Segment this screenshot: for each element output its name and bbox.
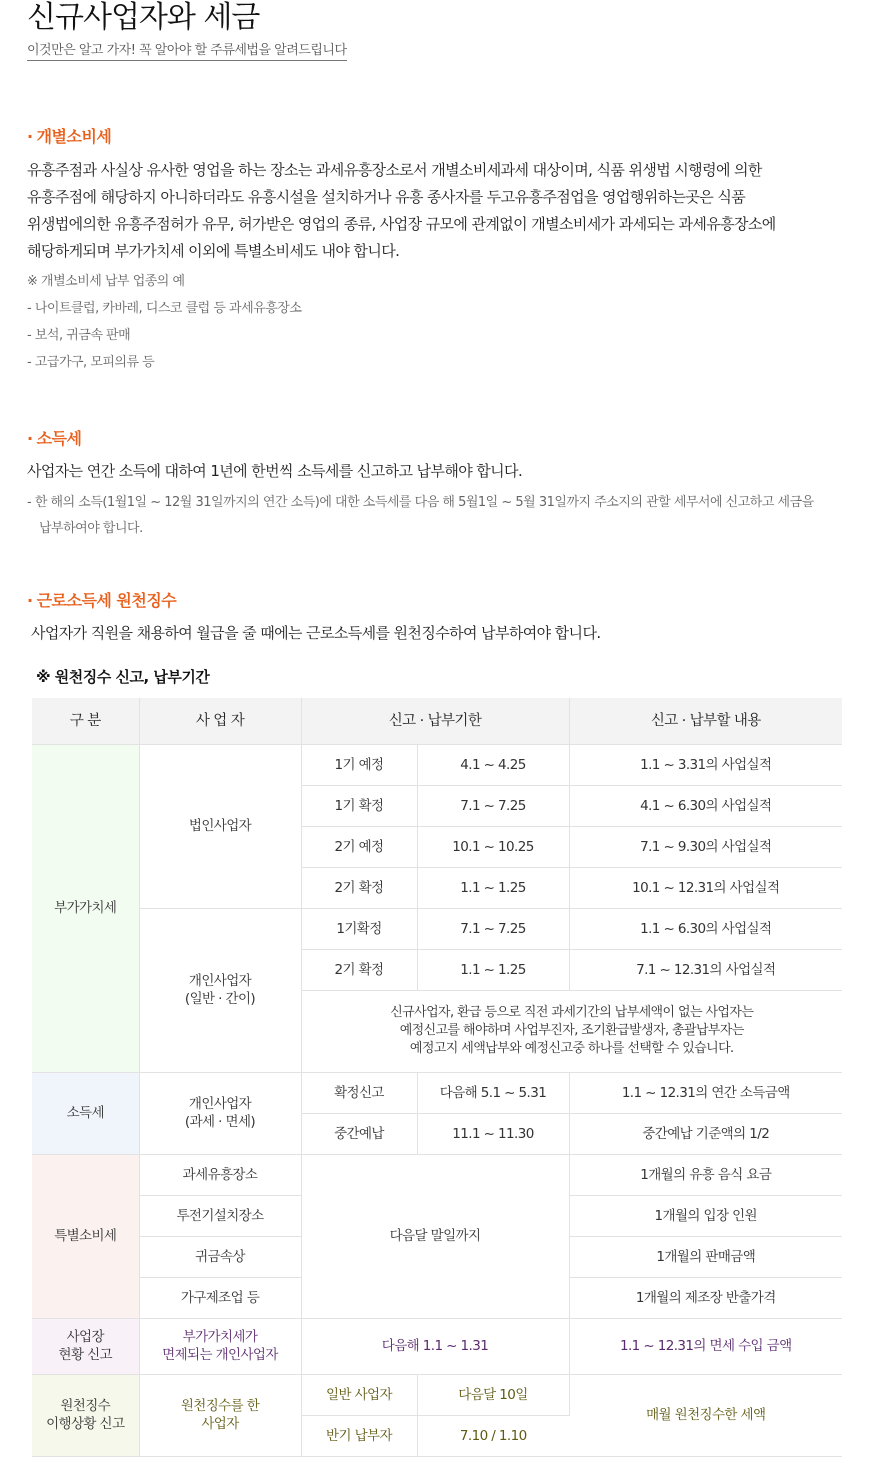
excise-note-item: - 나이트클럽, 카바레, 디스코 클럽 등 과세유흥장소: [27, 301, 302, 316]
date-cell: 4.1 ~ 4.25: [417, 744, 569, 785]
page-subtitle: 이것만은 알고 가자! 꼭 알아야 할 주류세법을 알려드립니다: [27, 42, 347, 61]
date-cell: 11.1 ~ 11.30: [417, 1113, 569, 1154]
content-cell: 중간예납 기준액의 1/2: [569, 1113, 842, 1154]
content-cell: 10.1 ~ 12.31의 사업실적: [569, 867, 842, 908]
section-heading-withholding: [27, 588, 176, 611]
date-cell: 다음달 10일: [417, 1374, 569, 1415]
section-heading-text: 개별소비세: [36, 127, 112, 146]
business-line: 원천징수를 한: [180, 1398, 260, 1414]
paragraph-line: 해당하게되며 부가가치세 이외에 특별소비세도 내야 합니다.: [27, 242, 400, 260]
period-cell: 반기 납부자: [301, 1415, 417, 1456]
table-row: [32, 744, 842, 785]
section-heading-excise: [27, 124, 111, 147]
paragraph-line: 유흥주점에 해당하지 아니하더라도 유흥시설을 설치하거나 유흥 종사자를 두고유흥주점업을 영업행위하는곳은 식품: [27, 188, 746, 206]
business-cell: 투전기설치장소: [139, 1195, 301, 1236]
content-cell: 7.1 ~ 12.31의 사업실적: [569, 949, 842, 990]
period-cell: 1기 확정: [301, 785, 417, 826]
bullet: ·: [27, 429, 33, 448]
content-cell: 1.1 ~ 3.31의 사업실적: [569, 744, 842, 785]
excise-note-item: - 고급가구, 모피의류 등: [27, 355, 155, 370]
table-row: [32, 1072, 842, 1113]
content-cell: 1개월의 입장 인원: [569, 1195, 842, 1236]
date-cell: 7.1 ~ 7.25: [417, 785, 569, 826]
header-business: 사 업 자: [139, 698, 301, 744]
business-corporate: 법인사업자: [139, 744, 301, 908]
income-tax-detail: [27, 490, 857, 542]
bullet: ·: [27, 591, 33, 610]
excise-note-title: ※ 개별소비세 납부 업종의 예: [27, 274, 185, 289]
category-special-excise: 특별소비세: [32, 1154, 139, 1318]
table-row: [32, 1154, 842, 1195]
business-individual: [139, 908, 301, 1072]
business-cell: 가구제조업 등: [139, 1277, 301, 1318]
content-cell: 1개월의 판매금액: [569, 1236, 842, 1277]
business-exempt-individual: [139, 1318, 301, 1374]
paragraph-line: 위생법에의한 유흥주점허가 유무, 허가받은 영업의 종류, 사업장 규모에 관계없이 개별소비세가 과세되는 과세유흥장소에: [27, 215, 776, 233]
category-line: 원천징수: [60, 1398, 111, 1414]
excise-paragraph: [27, 157, 837, 265]
note-line: 신규사업자, 환급 등으로 직전 과세기간의 납부세액이 없는 사업자는: [390, 1005, 754, 1020]
header-content: 신고 · 납부할 내용: [569, 698, 842, 744]
content-cell: 1개월의 제조장 반출가격: [569, 1277, 842, 1318]
section-heading-income-tax: [27, 426, 81, 449]
table-row: [32, 1374, 842, 1415]
category-income-tax: 소득세: [32, 1072, 139, 1154]
date-cell: 10.1 ~ 10.25: [417, 826, 569, 867]
section-heading-text: 소득세: [36, 429, 82, 448]
date-cell: 1.1 ~ 1.25: [417, 949, 569, 990]
date-cell: 1.1 ~ 1.25: [417, 867, 569, 908]
date-cell: 7.1 ~ 7.25: [417, 908, 569, 949]
business-sublabel: (일반 · 간이): [184, 991, 256, 1007]
table-row: [32, 1318, 842, 1374]
period-cell: 일반 사업자: [301, 1374, 417, 1415]
category-business-status: [32, 1318, 139, 1374]
vat-note-cell: [301, 990, 842, 1072]
content-cell: 매월 원천징수한 세액: [569, 1374, 842, 1456]
business-label: 개인사업자: [188, 973, 252, 989]
note-line: 예정신고를 해야하며 사업부진자, 조기환급발생자, 총괄납부자는: [399, 1023, 744, 1038]
table-header-row: [32, 698, 842, 744]
business-line: 부가가치세가: [182, 1329, 258, 1345]
business-withholding-agent: [139, 1374, 301, 1456]
period-cell: 중간예납: [301, 1113, 417, 1154]
page-title: 신규사업자와 세금: [27, 0, 260, 35]
period-cell: 확정신고: [301, 1072, 417, 1113]
table-row: [32, 908, 842, 949]
business-line: 사업자: [201, 1416, 239, 1432]
detail-line: - 한 해의 소득(1월1일 ~ 12월 31일까지의 연간 소득)에 대한 소득세를 다음 해 5월1일 ~ 5월 31일까지 주소지의 관할 세무서에 신고하고 세금을: [27, 495, 814, 510]
content-cell: 1개월의 유흥 음식 요금: [569, 1154, 842, 1195]
category-line: 사업장: [66, 1329, 104, 1345]
detail-line: 납부하여야 합니다.: [39, 521, 143, 536]
content-cell: 1.1 ~ 6.30의 사업실적: [569, 908, 842, 949]
category-line: 이행상황 신고: [46, 1416, 125, 1432]
business-individual-income: [139, 1072, 301, 1154]
period-cell: 1기확정: [301, 908, 417, 949]
content-cell: 4.1 ~ 6.30의 사업실적: [569, 785, 842, 826]
content-cell: 7.1 ~ 9.30의 사업실적: [569, 826, 842, 867]
date-cell: 7.10 / 1.10: [417, 1415, 569, 1456]
deadline-cell: 다음해 1.1 ~ 1.31: [301, 1318, 569, 1374]
period-cell: 1기 예정: [301, 744, 417, 785]
header-deadline: 신고 · 납부기한: [301, 698, 569, 744]
tax-schedule-table: [32, 698, 842, 1457]
category-vat: 부가가치세: [32, 744, 139, 1072]
period-cell: 2기 확정: [301, 867, 417, 908]
paragraph-line: 유흥주점과 사실상 유사한 영업을 하는 장소는 과세유흥장소로서 개별소비세과세 대상이며, 식품 위생법 시행령에 의한: [27, 161, 762, 179]
business-cell: 귀금속상: [139, 1236, 301, 1277]
business-label: 개인사업자: [188, 1096, 252, 1112]
date-cell: 다음해 5.1 ~ 5.31: [417, 1072, 569, 1113]
business-line: 면제되는 개인사업자: [162, 1347, 278, 1363]
content-cell: 1.1 ~ 12.31의 연간 소득금액: [569, 1072, 842, 1113]
category-withholding: [32, 1374, 139, 1456]
excise-note-item: - 보석, 귀금속 판매: [27, 328, 131, 343]
table-caption: ※ 원천징수 신고, 납부기간: [36, 668, 210, 686]
header-category: 구 분: [32, 698, 139, 744]
deadline-cell: 다음달 말일까지: [301, 1154, 569, 1318]
section-heading-text: 근로소득세 원천징수: [36, 591, 177, 610]
business-cell: 과세유흥장소: [139, 1154, 301, 1195]
content-cell: 1.1 ~ 12.31의 면세 수입 금액: [569, 1318, 842, 1374]
business-sublabel: (과세 · 면세): [184, 1114, 256, 1130]
period-cell: 2기 예정: [301, 826, 417, 867]
note-line: 예정고지 세액납부와 예정신고중 하나를 선택할 수 있습니다.: [409, 1041, 734, 1056]
category-line: 현황 신고: [58, 1347, 112, 1363]
bullet: ·: [27, 127, 33, 146]
period-cell: 2기 확정: [301, 949, 417, 990]
withholding-lead: 사업자가 직원을 채용하여 월급을 줄 때에는 근로소득세를 원천징수하여 납부하여야 합니다.: [31, 624, 601, 642]
income-tax-lead: 사업자는 연간 소득에 대하여 1년에 한번씩 소득세를 신고하고 납부해야 합니다.: [27, 462, 523, 480]
